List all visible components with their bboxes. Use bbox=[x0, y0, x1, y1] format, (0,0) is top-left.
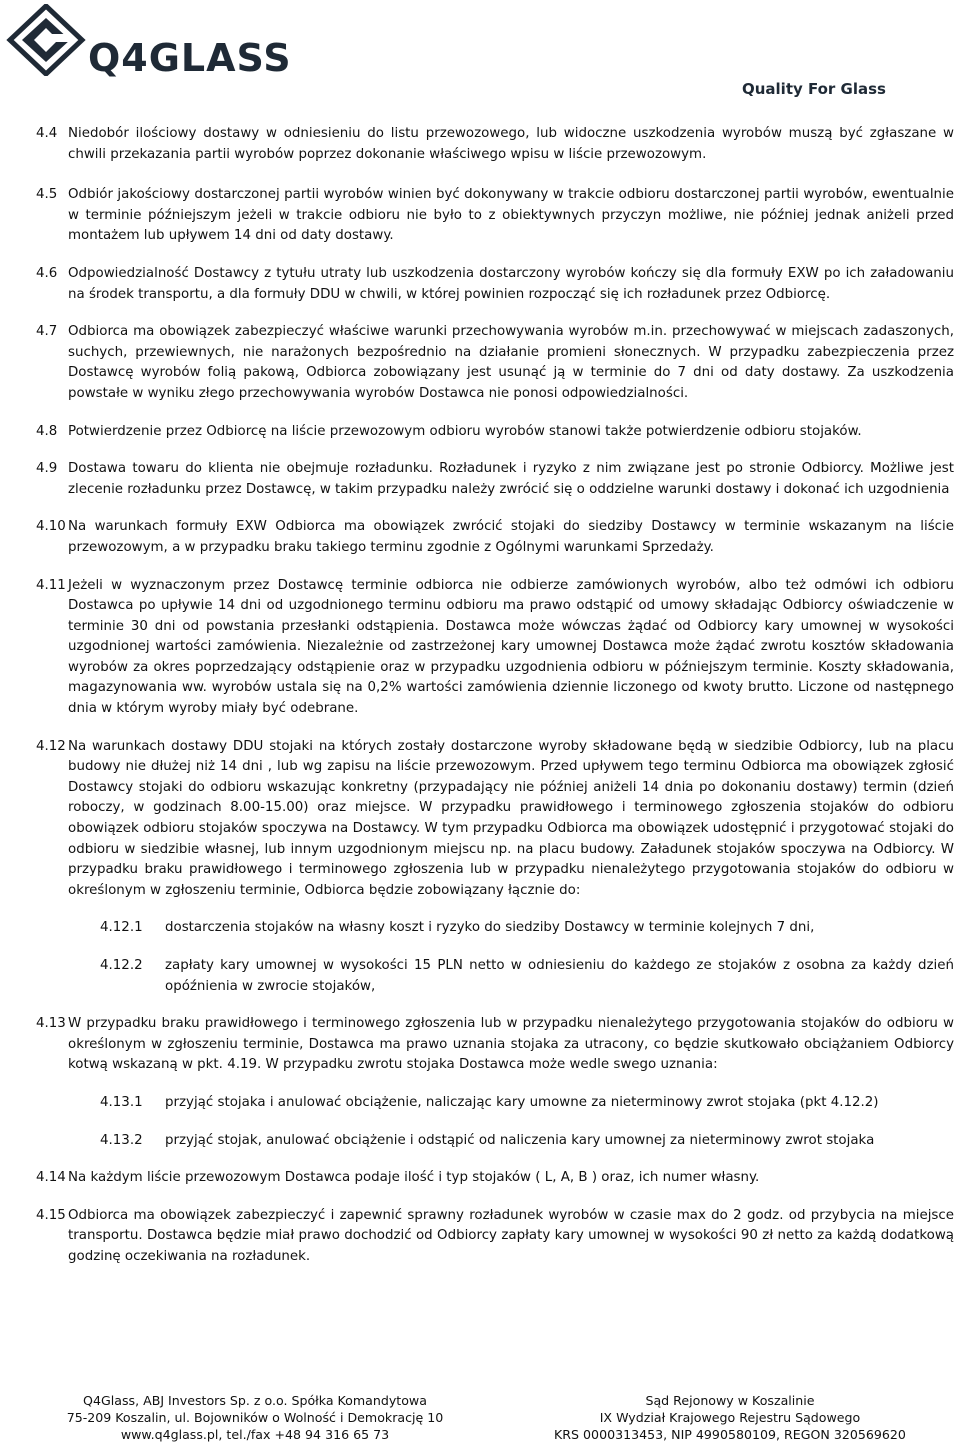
section-number: 4.6 bbox=[36, 265, 58, 281]
subsection-4-12-1 bbox=[100, 918, 954, 939]
section-text: Dostawa towaru do klienta nie obejmuje rozładunku. Rozładunek i ryzyko z nim związane jest po stronie Odbiorcy. Możliwe jest zlecenie rozładunku przez Dostawcę, w takim przypadku należy zwrócić się o oddzielne warunki dostawy i dokonać ich uzgodnienia bbox=[68, 461, 954, 497]
subsection-text: dostarczenia stojaków na własny koszt i ryzyko do siedziby Dostawcy w terminie kolejnych 7 dni, bbox=[165, 920, 815, 936]
section-text: Odbiorca ma obowiązek zabezpieczyć i zapewnić sprawny rozładunek wyrobów w czasie max do 2 godz. od przybycia na miejsce transportu. Dostawca będzie miał prawo dochodzić od Odbiorcy zapłaty kary umownej w wysokości 90 zł netto za każdą dodatkową godzinę oczekiwania na rozładunek. bbox=[68, 1207, 954, 1264]
section-4-15 bbox=[36, 1206, 954, 1268]
footer-registry-info bbox=[520, 1392, 940, 1443]
section-4-10 bbox=[36, 517, 954, 558]
subsection-text: przyjąć stojak, anulować obciążenie i odstąpić od naliczenia kary umownej za nieterminowy zwrot stojaka bbox=[165, 1132, 875, 1148]
section-number: 4.14 bbox=[36, 1170, 66, 1186]
subsection-number: 4.12.1 bbox=[100, 920, 143, 936]
section-4-12 bbox=[36, 737, 954, 902]
section-number: 4.12 bbox=[36, 738, 66, 754]
subsection-4-13-2 bbox=[100, 1131, 954, 1152]
subsection-number: 4.13.2 bbox=[100, 1132, 143, 1148]
section-number: 4.4 bbox=[36, 126, 58, 141]
section-number: 4.15 bbox=[36, 1207, 66, 1223]
logo-tagline: Quality For Glass bbox=[741, 80, 886, 98]
section-text: Odbiór jakościowy dostarczonej partii wyrobów winien być dokonywany w trakcie odbioru dostarczonej partii wyrobów, ewentualnie w terminie późniejszym jeżeli w trakcie odbioru nie było to z obiektywnych przyczyn możliwe, nie później jednak aniżeli przed montażem lub upływem 14 dni od daty dostawy. bbox=[68, 187, 954, 244]
section-number: 4.7 bbox=[36, 324, 58, 340]
footer-company-address: 75-209 Koszalin, ul. Bojowników o Wolność i Demokrację 10 bbox=[66, 1410, 444, 1425]
footer-registry-numbers: KRS 0000313453, NIP 4990580109, REGON 320569620 bbox=[554, 1427, 906, 1442]
page-header bbox=[0, 0, 960, 110]
section-text: Jeżeli w wyznaczonym przez Dostawcę terminie odbiorca nie odbierze zamówionych wyrobów, albo też odmówi ich odbioru Dostawca po upływie 14 dni od uzgodnionego terminu odbioru ma prawo odstąpić od umowy składając Odbiorcy oświadczenie w terminie 30 dni od powstania przesłanki odstąpienia. Dostawca może wówczas żądać od Odbiorcy kary umownej w wysokości uzgodnionej wartości zamówienia. Niezależnie od zastrzeżonej kary umownej Dostawca może żądać zwrotu kosztów składowania wyrobów za okres poprzedzający odstąpienie oraz w przypadku uzgodnienia odbioru w późniejszym terminie. Koszty składowania, magazynowania ww. wyrobów ustala się na 0,2% wartości zamówienia dziennie liczonego od kwoty brutto. Liczone od następnego dnia w którym wyroby miały być odebrane. bbox=[68, 577, 954, 717]
section-4-9 bbox=[36, 459, 954, 500]
section-number: 4.5 bbox=[36, 187, 58, 203]
q4glass-logo-icon bbox=[6, 4, 86, 76]
subsection-text: przyjąć stojaka i anulować obciążenie, naliczając kary umowne za nieterminowy zwrot stojaka (pkt 4.12.2) bbox=[165, 1094, 879, 1110]
section-number: 4.11 bbox=[36, 577, 66, 593]
section-4-8 bbox=[36, 422, 954, 443]
section-text: Potwierdzenie przez Odbiorcę na liście przewozowym odbioru wyrobów stanowi także potwierdzenie odbioru stojaków. bbox=[68, 423, 862, 439]
section-4-14 bbox=[36, 1168, 954, 1189]
section-number: 4.9 bbox=[36, 461, 58, 477]
subsection-4-13-1 bbox=[100, 1093, 954, 1114]
section-number: 4.10 bbox=[36, 519, 66, 535]
footer-registry-dept: IX Wydział Krajowego Rejestru Sądowego bbox=[599, 1410, 861, 1425]
section-text: Na warunkach dostawy DDU stojaki na których zostały dostarczone wyroby składowane będą w siedzibie Odbiorcy, lub na placu budowy nie dłużej niż 14 dni , lub wg zapisu na liście przewozowym. Przed upływem tego terminu Odbiorca ma obowiązek zgłosić Dostawcy stojaki do odbioru wskazując konkretny (przypadający nie później aniżeli 14 dnia po dokonaniu dostawy) termin (dzień roboczy, w godzinach 8.00-15.00) oraz miejsce. W przypadku prawidłowego i terminowego zgłoszenia stojaków do odbioru obowiązek odbioru stojaków spoczywa na Dostawcy. W tym przypadku Odbiorca ma obowiązek udostępnić i przygotować stojaki do odbioru w siedzibie własnej, lub innym uzgodnionym miejscu np. na placu budowy. Załadunek stojaków spoczywa na Odbiorcy. W przypadku braku prawidłowego i terminowego zgłoszenia lub w przypadku nienależytego przygotowania stojaków do odbioru w określonym w zgłoszeniu terminie, Odbiorca będzie zobowiązany łącznie do: bbox=[68, 738, 954, 898]
section-4-7 bbox=[36, 322, 954, 404]
footer-court: Sąd Rejonowy w Koszalinie bbox=[645, 1393, 815, 1408]
document-body bbox=[36, 124, 954, 1268]
section-text: Niedobór ilościowy dostawy w odniesieniu do listu przewozowego, lub widoczne uszkodzenia wyrobów muszą być zgłaszane w chwili przekazania partii wyrobów poprzez dokonanie właściwego wpisu w liście przewozowym. bbox=[68, 126, 954, 162]
section-4-13 bbox=[36, 1014, 954, 1076]
section-4-5 bbox=[36, 185, 954, 247]
section-4-11 bbox=[36, 576, 954, 720]
footer-company-name: Q4Glass, ABJ Investors Sp. z o.o. Spółka Komandytowa bbox=[83, 1393, 427, 1408]
section-4-4 bbox=[36, 124, 954, 165]
section-text: Odbiorca ma obowiązek zabezpieczyć właściwe warunki przechowywania wyrobów m.in. przechowywać w miejscach zadaszonych, suchych, przewiewnych, nie narażonych bezpośrednio na działanie promieni słonecznych. W przypadku zabezpieczenia przez Dostawcę wyrobów folią pakową, Odbiorca zobowiązany jest usunąć ją w terminie do 7 dni od daty dostawy. Za uszkodzenia powstałe w wyniku złego przechowywania wyrobów Dostawca nie ponosi odpowiedzialności. bbox=[68, 324, 954, 401]
footer-company-info bbox=[30, 1392, 480, 1443]
section-text: Odpowiedzialność Dostawcy z tytułu utraty lub uszkodzenia dostarczony wyrobów kończy się dla formuły EXW po ich załadowaniu na środek transportu, a dla formuły DDU w chwili, w której powinien rozpocząć się ich rozładunek przez Odbiorcę. bbox=[68, 265, 954, 302]
section-number: 4.8 bbox=[36, 423, 58, 439]
section-text: W przypadku braku prawidłowego i terminowego zgłoszenia lub w przypadku nienależytego przygotowania stojaków do odbioru w określonym w zgłoszeniu terminie, Dostawca ma prawo uznania stojaka za utracony, co będzie skutkowało obciążaniem Odbiorcy kotwą wskazaną w pkt. 4.19. W przypadku zwrotu stojaka Dostawca może wedle swego uznania: bbox=[68, 1016, 954, 1073]
subsection-4-12-2 bbox=[100, 956, 954, 997]
subsection-number: 4.12.2 bbox=[100, 958, 143, 973]
section-4-6 bbox=[36, 264, 954, 305]
footer-company-contact: www.q4glass.pl, tel./fax +48 94 316 65 73 bbox=[120, 1427, 390, 1442]
logo-wordmark: Q4GLASS bbox=[88, 36, 292, 80]
section-number: 4.13 bbox=[36, 1016, 66, 1032]
section-text: Na warunkach formuły EXW Odbiorca ma obowiązek zwrócić stojaki do siedziby Dostawcy w terminie wskazanym na liście przewozowym, a w przypadku braku takiego terminu zgodnie z Ogólnymi warunkami Sprzedaży. bbox=[68, 519, 954, 555]
subsection-text: zapłaty kary umownej w wysokości 15 PLN netto w odniesieniu do każdego ze stojaków z osobna za każdy dzień opóźnienia w zwrocie stojaków, bbox=[165, 958, 954, 994]
subsection-number: 4.13.1 bbox=[100, 1094, 143, 1110]
section-text: Na każdym liście przewozowym Dostawca podaje ilość i typ stojaków ( L, A, B ) oraz, ich numer własny. bbox=[68, 1170, 760, 1186]
